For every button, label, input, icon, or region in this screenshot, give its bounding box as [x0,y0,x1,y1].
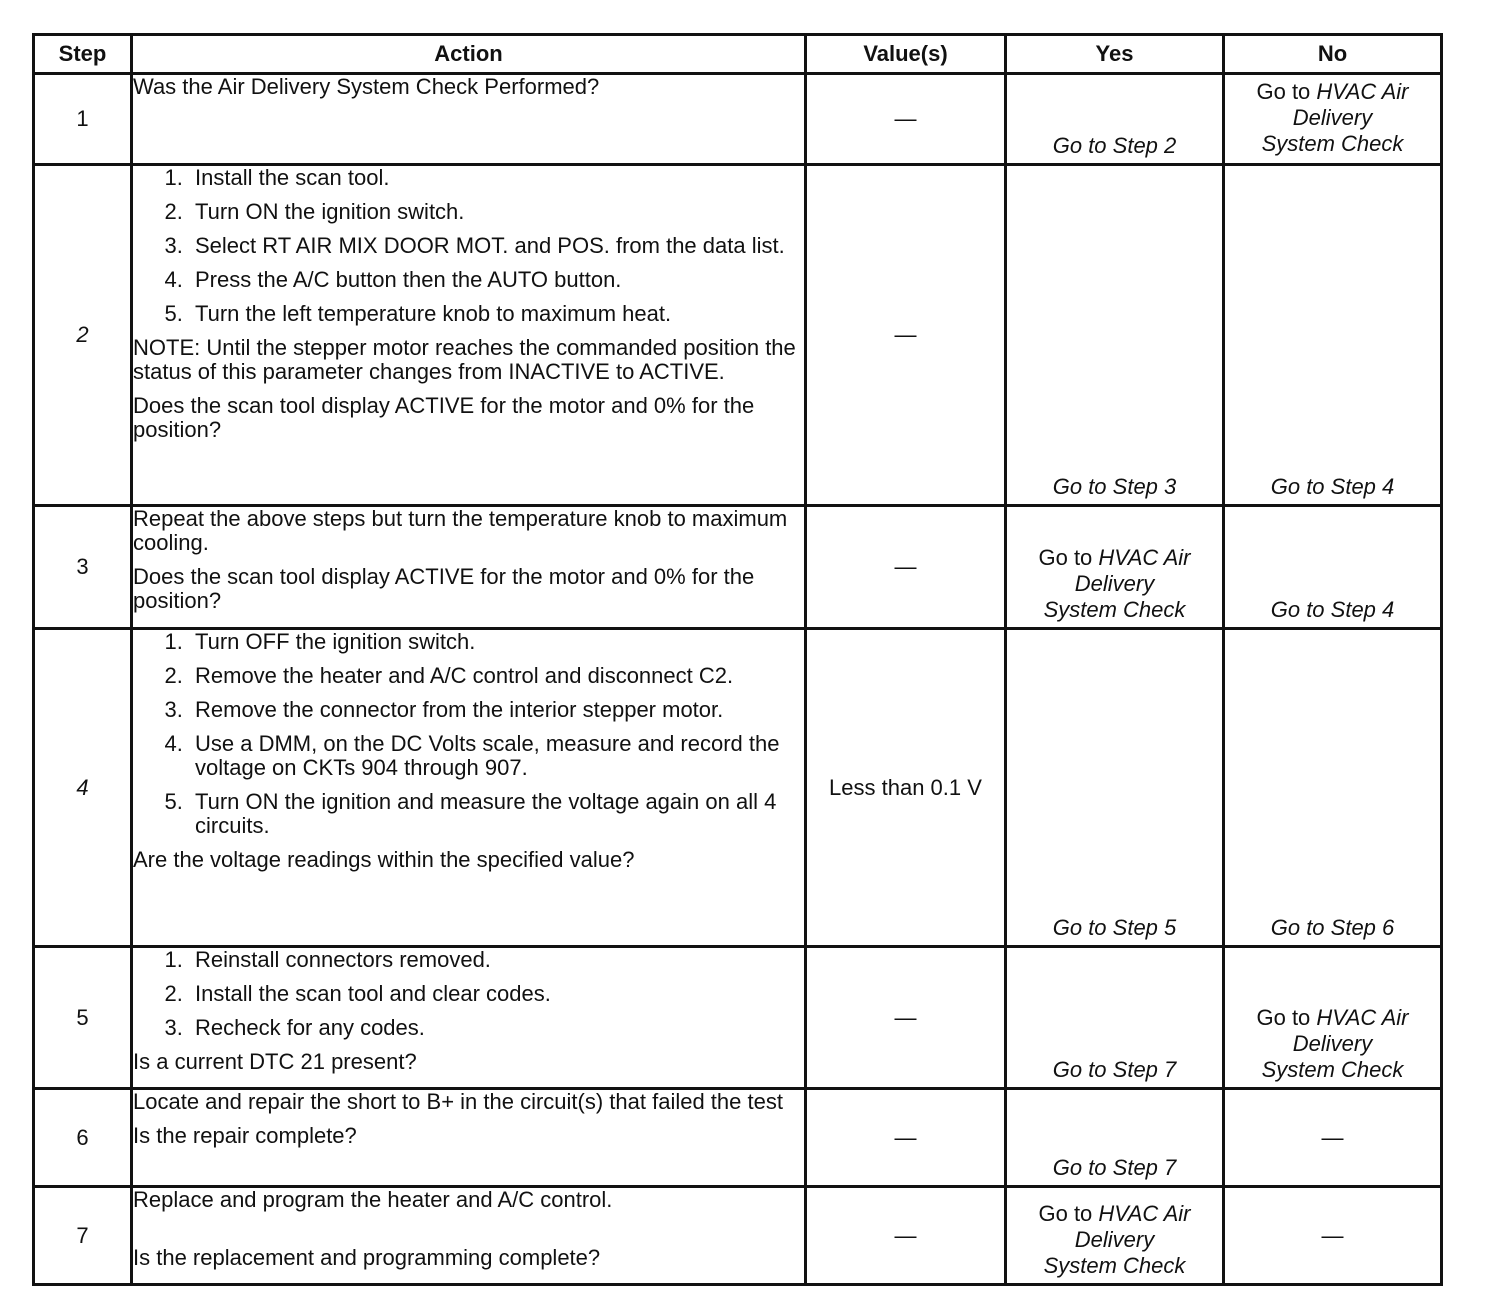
step-cell [34,165,132,506]
yes-result[interactable] [1007,545,1222,623]
no-cell [1224,74,1442,165]
action-step-item: 5. Turn the left temperature knob to maximum heat. [189,302,804,326]
yes-cell [1006,1187,1224,1285]
yes-result-link[interactable]: HVAC Air [1098,1201,1191,1226]
step-number: 5 [76,1004,89,1030]
no-result[interactable] [1225,79,1440,157]
step-number: 2 [76,322,89,347]
diagnostic-table [32,33,1443,1286]
value-text: — [894,1124,917,1150]
yes-cell [1006,947,1224,1089]
action-cell [132,1089,806,1187]
step-cell [34,74,132,165]
table-row [34,506,1442,629]
yes-result[interactable] [1007,1201,1222,1279]
action-text: Repeat the above steps but turn the temperature knob to maximum cooling. [133,506,788,555]
step-number: 7 [76,1222,89,1248]
action-step-item: 1. Turn OFF the ignition switch. [189,630,804,654]
step-number: 4 [76,774,89,800]
header-action: Action [132,35,806,74]
yes-result[interactable] [1007,1155,1222,1181]
value-text: — [894,106,917,131]
action-step-item: 3. Recheck for any codes. [189,1016,804,1040]
value-cell [806,629,1006,947]
value-text: — [894,1004,917,1030]
action-cell [132,947,806,1089]
action-text: Is a current DTC 21 present? [133,1049,417,1074]
action-text: Is the repair complete? [133,1123,357,1148]
action-text: NOTE: Until the stepper motor reaches the commanded position the status of this parameter changes from INACTIVE to ACTIVE. [133,335,796,384]
yes-result[interactable] [1007,915,1222,941]
header-step: Step [34,35,132,74]
yes-cell [1006,165,1224,506]
yes-result-line2[interactable]: Delivery [1074,1227,1155,1252]
step-number: 3 [76,554,89,579]
value-text: Less than 0.1 V [829,774,982,800]
value-cell [806,506,1006,629]
yes-cell [1006,74,1224,165]
action-step-item: 5. Turn ON the ignition and measure the voltage again on all 4 circuits. [189,790,804,838]
value-cell [806,74,1006,165]
yes-result-link[interactable]: Go to Step 3 [1052,474,1177,499]
action-cell [132,165,806,506]
yes-result[interactable] [1007,1057,1222,1083]
action-step-item: 3. Select RT AIR MIX DOOR MOT. and POS. from the data list. [189,234,804,258]
value-cell [806,947,1006,1089]
value-text: — [894,322,917,347]
action-step-item: 2. Turn ON the ignition switch. [189,200,804,224]
no-cell [1224,1089,1442,1187]
yes-cell [1006,506,1224,629]
value-text: — [894,554,917,579]
action-text: Locate and repair the short to B+ in the circuit(s) that failed the test [133,1089,783,1114]
table-row [34,165,1442,506]
table-row [34,74,1442,165]
action-steps-list [133,166,804,326]
no-result-link[interactable]: HVAC Air [1316,1005,1409,1030]
no-result[interactable] [1225,1005,1440,1083]
no-result-prefix: Go to [1256,79,1317,104]
action-text: Does the scan tool display ACTIVE for the motor and 0% for the position? [133,393,755,442]
action-text: Replace and program the heater and A/C control. [133,1187,613,1212]
yes-result-link[interactable]: HVAC Air [1098,545,1191,570]
no-result-link[interactable]: HVAC Air [1316,79,1409,104]
table-row [34,629,1442,947]
yes-result-prefix: Go to [1038,545,1099,570]
yes-result-link[interactable]: Go to Step 2 [1052,133,1177,158]
action-text: Is the replacement and programming complete? [133,1245,601,1270]
action-cell [132,629,806,947]
step-cell [34,629,132,947]
step-cell [34,1187,132,1285]
no-cell [1224,165,1442,506]
step-cell [34,947,132,1089]
yes-cell [1006,629,1224,947]
step-number: 6 [76,1124,89,1150]
no-result-link[interactable]: Go to Step 4 [1270,474,1395,499]
value-cell [806,1089,1006,1187]
yes-result[interactable] [1007,474,1222,500]
action-steps-list [133,630,804,838]
no-dash: — [1321,1222,1344,1248]
no-result-link[interactable]: Go to Step 6 [1270,915,1395,940]
table-row [34,1089,1442,1187]
header-row [34,35,1442,74]
yes-result-line2[interactable]: Delivery [1074,571,1155,596]
value-text: — [894,1222,917,1248]
header-yes: Yes [1006,35,1224,74]
no-cell [1224,1187,1442,1285]
step-cell [34,506,132,629]
step-number: 1 [76,106,89,131]
yes-result-link[interactable]: Go to Step 7 [1052,1155,1177,1180]
no-result-link[interactable]: Go to Step 4 [1270,597,1395,622]
action-text: Does the scan tool display ACTIVE for the motor and 0% for the position? [133,564,755,613]
action-step-item: 2. Install the scan tool and clear codes. [189,982,804,1006]
no-result[interactable] [1225,474,1440,500]
no-result-prefix: Go to [1256,1005,1317,1030]
action-step-item: 4. Press the A/C button then the AUTO button. [189,268,804,292]
yes-result-line3[interactable]: System Check [1043,597,1186,622]
yes-result-line3[interactable]: System Check [1043,1253,1186,1278]
no-result-line2[interactable]: Delivery [1292,1031,1373,1056]
no-result-line2[interactable]: Delivery [1292,105,1373,130]
action-text: Was the Air Delivery System Check Performed? [133,74,600,99]
yes-result[interactable] [1007,133,1222,159]
no-result-line3[interactable]: System Check [1261,1057,1404,1082]
header-no: No [1224,35,1442,74]
action-step-item: 1. Reinstall connectors removed. [189,948,804,972]
no-dash: — [1321,1124,1344,1150]
no-cell [1224,629,1442,947]
yes-result-link[interactable]: Go to Step 7 [1052,1057,1177,1082]
action-steps-list [133,948,804,1040]
action-step-item: 4. Use a DMM, on the DC Volts scale, measure and record the voltage on CKTs 904 through 907. [189,732,804,780]
yes-result-link[interactable]: Go to Step 5 [1052,915,1177,940]
table-row [34,947,1442,1089]
action-step-item: 3. Remove the connector from the interior stepper motor. [189,698,804,722]
value-cell [806,165,1006,506]
no-result[interactable] [1225,915,1440,941]
step-cell [34,1089,132,1187]
header-values: Value(s) [806,35,1006,74]
action-step-item: 1. Install the scan tool. [189,166,804,190]
action-text: Are the voltage readings within the specified value? [133,847,635,872]
no-cell [1224,947,1442,1089]
action-cell [132,74,806,165]
no-result-line3[interactable]: System Check [1261,131,1404,156]
no-result[interactable] [1225,597,1440,623]
yes-result-prefix: Go to [1038,1201,1099,1226]
action-cell [132,506,806,629]
no-cell [1224,506,1442,629]
yes-cell [1006,1089,1224,1187]
action-cell [132,1187,806,1285]
value-cell [806,1187,1006,1285]
table-row [34,1187,1442,1285]
action-step-item: 2. Remove the heater and A/C control and disconnect C2. [189,664,804,688]
